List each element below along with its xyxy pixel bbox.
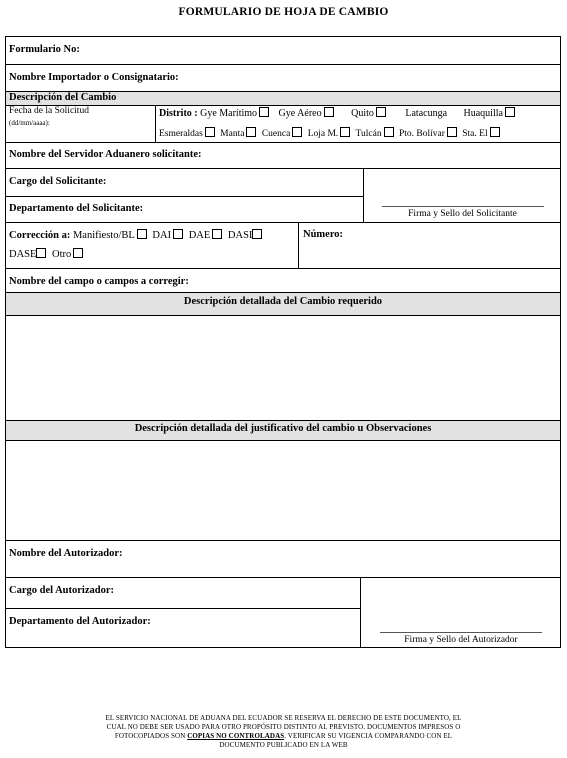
cargo-solicitante-label: Cargo del Solicitante: <box>9 176 107 187</box>
checkbox-loja[interactable] <box>340 127 350 137</box>
checkbox-pto-bolivar[interactable] <box>447 127 457 137</box>
checkbox-dasi[interactable] <box>252 229 262 239</box>
numero-label: Número: <box>303 229 344 240</box>
autorizador-label: Nombre del Autorizador: <box>9 548 123 559</box>
importador-label: Nombre Importador o Consignatario: <box>9 72 179 83</box>
checkbox-esmeraldas[interactable] <box>205 127 215 137</box>
correccion-row-1: Corrección a: Manifiesto/BL DAI DAE DASI <box>9 229 265 241</box>
checkbox-quito[interactable] <box>376 107 386 117</box>
checkbox-otro[interactable] <box>73 248 83 258</box>
formulario-no-label: Formulario No: <box>9 44 80 55</box>
justificativo-area[interactable] <box>6 441 560 539</box>
firma-solicitante-line <box>382 206 544 207</box>
distrito-row-2: Esmeraldas Manta Cuenca Loja M. Tulcán Pto. Bolívar Sta. El <box>159 127 503 139</box>
cargo-autorizador-label: Cargo del Autorizador: <box>9 585 114 596</box>
correccion-row-2: DASE Otro <box>9 248 86 260</box>
justificativo-header: Descripción detallada del justificativo del cambio u Observaciones <box>134 423 432 434</box>
checkbox-manifiesto[interactable] <box>137 229 147 239</box>
correccion-label: Corrección a: <box>9 230 71 241</box>
distrito-row-1: Distrito : Gye Marítimo Gye Aéreo Quito Latacunga Huaquilla <box>159 107 518 119</box>
departamento-autorizador-label: Departamento del Autorizador: <box>9 616 151 627</box>
checkbox-dae[interactable] <box>212 229 222 239</box>
firma-solicitante-label: Firma y Sello del Solicitante <box>408 209 517 219</box>
checkbox-huaquilla[interactable] <box>505 107 515 117</box>
footer-disclaimer: EL SERVICIO NACIONAL DE ADUANA DEL ECUADOR SE RESERVA EL DERECHO DE ESTE DOCUMENTO, EL CUAL NO DEBE SER USADO PARA OTRO PROPÓSITO DISTINTO AL PREVISTO. DOCUMENTOS IMPRESOS O FOTOCOPIADOS SON COPIAS NO CONTROLADAS. VERIFICAR SU VIGENCIA COMPARANDO CON EL DOCUMENTO PUBLICADO EN LA WEB <box>105 714 462 749</box>
checkbox-sta-el[interactable] <box>490 127 500 137</box>
checkbox-gye-aereo[interactable] <box>324 107 334 117</box>
checkbox-gye-maritimo[interactable] <box>259 107 269 117</box>
form-title: FORMULARIO DE HOJA DE CAMBIO <box>178 6 389 18</box>
checkbox-cuenca[interactable] <box>292 127 302 137</box>
firma-autorizador-line <box>380 632 542 633</box>
campos-corregir-label: Nombre del campo o campos a corregir: <box>9 276 189 287</box>
copias-no-controladas: COPIAS NO CONTROLADAS <box>187 732 285 740</box>
firma-autorizador-label: Firma y Sello del Autorizador <box>404 635 518 645</box>
fecha-formato-label: (dd/mm/aaaa): <box>9 119 50 127</box>
checkbox-dase[interactable] <box>36 248 46 258</box>
cambio-requerido-header: Descripción detallada del Cambio requerido <box>183 296 383 307</box>
checkbox-dai[interactable] <box>173 229 183 239</box>
cambio-requerido-area[interactable] <box>6 316 560 419</box>
departamento-solicitante-label: Departamento del Solicitante: <box>9 203 144 214</box>
descripcion-cambio-header: Descripción del Cambio <box>9 92 117 103</box>
distrito-label: Distrito : <box>159 108 198 119</box>
checkbox-manta[interactable] <box>246 127 256 137</box>
checkbox-tulcan[interactable] <box>384 127 394 137</box>
fecha-solicitud-label: Fecha de la Solicitud <box>9 106 89 116</box>
servidor-label: Nombre del Servidor Aduanero solicitante: <box>9 149 202 160</box>
